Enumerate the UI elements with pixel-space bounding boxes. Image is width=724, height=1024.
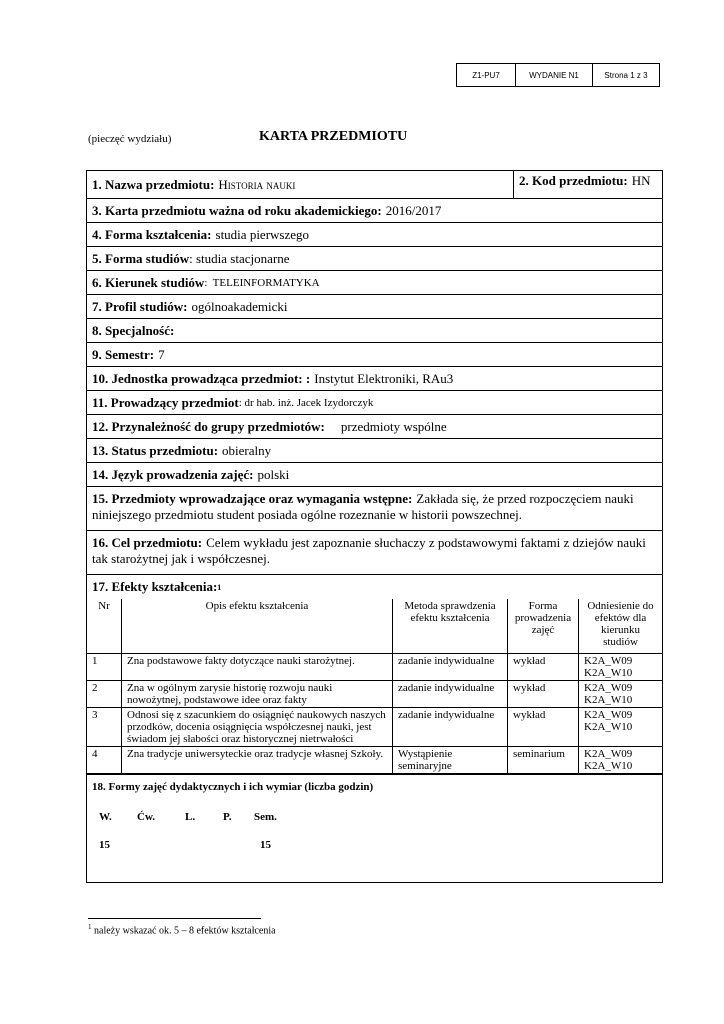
doc-page: Strona 1 z 3	[604, 70, 648, 80]
value: 2016/2017	[385, 202, 442, 218]
label: 10. Jednostka prowadząca przedmiot: :	[92, 370, 311, 386]
row-study-profile	[87, 295, 662, 319]
page-title: KARTA PRZEDMIOTU	[259, 129, 408, 144]
value: Historia nauki	[218, 176, 296, 192]
cell-nr: 2	[87, 681, 122, 708]
cell-nr: 3	[87, 708, 122, 747]
table-header-row	[87, 599, 662, 654]
col-header: Nr	[87, 599, 122, 654]
label: 14. Język prowadzenia zajęć:	[92, 466, 254, 482]
value: Zakłada się, że przed rozpoczęciem nauki niniejszego przedmiotu student posiada ogólne rozeznanie w historii powszechnej.	[92, 491, 634, 522]
row-prerequisites	[87, 487, 662, 531]
hours-label-l: L.	[185, 811, 196, 823]
value: 7	[158, 346, 165, 362]
cell-ref: K2A_W09 K2A_W10	[579, 708, 663, 747]
row-lecturer	[87, 391, 662, 415]
row-specialty	[87, 319, 662, 343]
row-unit	[87, 367, 662, 391]
row-status	[87, 439, 662, 463]
cell-desc: Zna tradycje uniwersyteckie oraz tradycje własnej Szkoły.	[122, 747, 393, 774]
cell-method: zadanie indywidualne	[393, 681, 508, 708]
value: przedmioty wspólne	[340, 418, 447, 434]
value: HN	[631, 173, 651, 188]
value: studia pierwszego	[215, 226, 310, 242]
row-study-form	[87, 247, 662, 271]
cell-ref: K2A_W09 K2A_W10	[579, 747, 663, 774]
table-row	[87, 681, 662, 708]
value: : dr hab. inż. Jacek Izydorczyk	[238, 396, 374, 409]
table-row	[87, 708, 662, 747]
cell-ref: K2A_W09 K2A_W10	[579, 654, 663, 681]
doc-edition: WYDANIE N1	[516, 64, 593, 86]
row-semester	[87, 343, 662, 367]
col-header: Forma prowadzenia zajęć	[508, 599, 579, 654]
table-row	[87, 654, 662, 681]
row-course-name	[87, 171, 662, 199]
hours-label-sem: Sem.	[254, 811, 277, 823]
cell-form: wykład	[508, 681, 579, 708]
row-education-form	[87, 223, 662, 247]
cell-desc: Odnosi się z szacunkiem do osiągnięć naukowych naszych przodków, docenia osiągnięcia współczesnej nauki, jest świadom jej słabości oraz historycznej nietrwałości	[122, 708, 393, 747]
course-card-form	[86, 170, 663, 883]
cell-form: seminarium	[508, 747, 579, 774]
hours-label-p: P.	[223, 811, 232, 823]
value: polski	[257, 466, 290, 482]
doc-code: Z1-PU7	[457, 64, 516, 86]
label: 8. Specjalność:	[92, 322, 175, 338]
label: 12. Przynależność do grupy przedmiotów:	[92, 418, 325, 434]
row-subject-group	[87, 415, 662, 439]
cell-form: wykład	[508, 654, 579, 681]
footnote-marker: 1	[88, 923, 92, 931]
hours-label-cw: Ćw.	[137, 811, 156, 823]
row-course-goal	[87, 531, 662, 575]
footnote-divider	[88, 918, 261, 919]
cell-method: zadanie indywidualne	[393, 708, 508, 747]
label: 3. Karta przedmiotu ważna od roku akademickiego:	[92, 202, 382, 218]
row-language	[87, 463, 662, 487]
col-header: Odniesienie do efektów dla kierunku studiów	[579, 599, 663, 654]
hours-caption: 18. Formy zajęć dydaktycznych i ich wymiar (liczba godzin)	[92, 781, 374, 793]
row-learning-outcomes	[87, 575, 662, 599]
document-header	[456, 63, 660, 87]
value: obieralny	[222, 442, 272, 458]
value: ogólnoakademicki	[191, 298, 288, 314]
label: 4. Forma kształcenia:	[92, 226, 212, 242]
label: 9. Semestr:	[92, 346, 155, 362]
hours-value-sem: 15	[260, 839, 271, 851]
cell-nr: 1	[87, 654, 122, 681]
row-valid-year	[87, 199, 662, 223]
label: 17. Efekty kształcenia:	[92, 579, 218, 594]
cell-form: wykład	[508, 708, 579, 747]
footnote-text: należy wskazać ok. 5 – 8 efektów kształcenia	[94, 925, 276, 937]
row-class-hours	[87, 774, 662, 882]
label: 13. Status przedmiotu:	[92, 442, 219, 458]
label: 1. Nazwa przedmiotu:	[92, 176, 215, 192]
hours-value-w: 15	[99, 839, 110, 851]
label: 7. Profil studiów:	[92, 298, 188, 314]
footnote-ref: 1	[217, 582, 222, 592]
value: Celem wykładu jest zapoznanie słuchaczy z podstawowymi faktami z dziejów nauki tak starożytnej jak i współczesnej.	[92, 535, 646, 566]
label: 5. Forma studiów	[92, 250, 190, 266]
cell-ref: K2A_W09 K2A_W10	[579, 681, 663, 708]
cell-desc: Zna podstawowe fakty dotyczące nauki starożytnej.	[122, 654, 393, 681]
value: : TELEINFORMATYKA	[204, 276, 320, 289]
label: 11. Prowadzący przedmiot	[92, 394, 239, 410]
cell-method: zadanie indywidualne	[393, 654, 508, 681]
cell-nr: 4	[87, 747, 122, 774]
faculty-stamp: (pieczęć wydziału)	[88, 133, 172, 145]
value: : studia stacjonarne	[189, 250, 290, 266]
cell-desc: Zna w ogólnym zarysie historię rozwoju nauki nowożytnej, podstawowe idee oraz fakty	[122, 681, 393, 708]
footnote	[88, 923, 276, 936]
hours-label-w: W.	[99, 811, 112, 823]
value: Instytut Elektroniki, RAu3	[314, 370, 454, 386]
label: 15. Przedmioty wprowadzające oraz wymagania wstępne:	[92, 491, 413, 506]
outcomes-table	[87, 599, 662, 774]
cell-method: Wystąpienie seminaryjne	[393, 747, 508, 774]
row-field-of-study	[87, 271, 662, 295]
table-row	[87, 747, 662, 774]
label: 2. Kod przedmiotu:	[519, 173, 628, 188]
label: 6. Kierunek studiów	[92, 274, 205, 290]
label: 16. Cel przedmiotu:	[92, 535, 203, 550]
col-header: Opis efektu kształcenia	[122, 599, 393, 654]
col-header: Metoda sprawdzenia efektu kształcenia	[393, 599, 508, 654]
